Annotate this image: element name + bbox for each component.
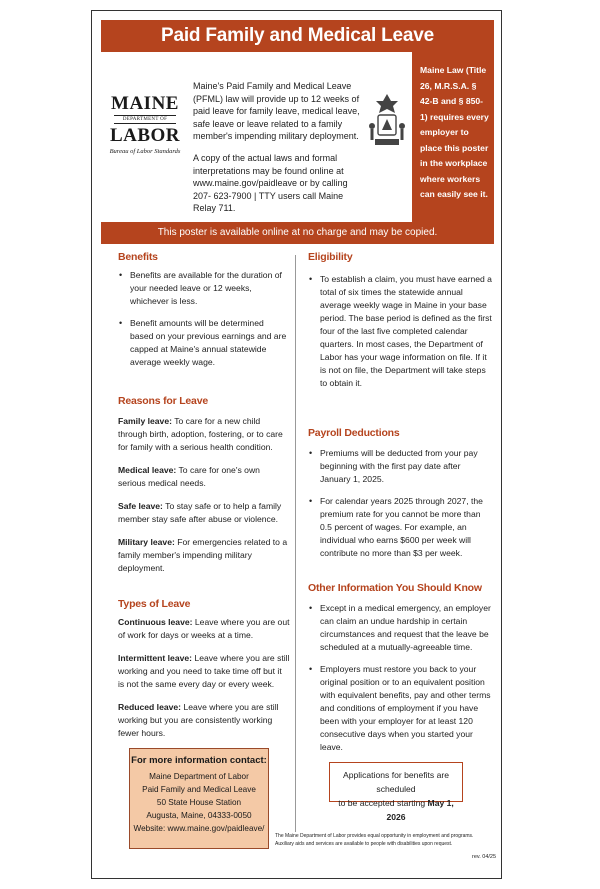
other-info-section — [308, 582, 492, 763]
benefits-section — [118, 251, 288, 378]
list-item: • Premiums will be deducted from your pay beginning with the first pay date after January 1, 2025. — [308, 447, 492, 486]
reasons-heading: Reasons for Leave — [118, 395, 208, 407]
contact-line: 50 State House Station — [156, 798, 242, 807]
intro-paragraph-1: Maine's Paid Family and Medical Leave (PFML) law will provide up to 12 weeks of paid leave for family leave, medical leave, safe leave or leave related to a family member's impending military deployment. — [193, 81, 360, 142]
poster-title: Paid Family and Medical Leave — [101, 20, 494, 52]
header-section — [101, 52, 494, 222]
contact-box — [129, 748, 269, 849]
column-divider — [295, 255, 296, 832]
reasons-section — [118, 395, 290, 585]
state-seal-icon — [367, 92, 407, 152]
logo-maine: MAINE — [111, 93, 179, 114]
benefits-heading: Benefits — [118, 251, 158, 263]
maine-law-notice: Maine Law (Title 26, M.R.S.A. § 42-B and § 850-1) requires every employer to place this poster in the workplace where workers can easily see it. — [412, 52, 494, 222]
reason-medical: Medical leave: To care for one's own serious medical needs. — [118, 465, 260, 488]
maine-labor-logo — [104, 94, 186, 155]
type-intermittent: Intermittent leave: Leave where you are still working and you need to take time off but it is not the same every day or every week. — [118, 653, 290, 689]
contact-line: Maine Department of Labor — [149, 772, 249, 781]
list-item: • To establish a claim, you must have earned a total of six times the statewide annual average weekly wage in Maine in your base period. The base period is defined as the first four of the last five completed calendar quarters. In most cases, the Department of Labor has your wage information on file. If it is not on file, the Department will take steps to obtain it. — [308, 273, 492, 390]
logo-labor: LABOR — [109, 125, 181, 146]
equal-opportunity-footnote — [275, 833, 485, 848]
schedule-line-2: to be accepted starting May 1, 2026 — [338, 798, 454, 822]
type-reduced: Reduced leave: Leave where you are still working but you are consistently working fewer hours. — [118, 702, 279, 738]
types-section — [118, 598, 290, 750]
list-item: • Employers must restore you back to your original position or to an equivalent position with equivalent benefits, pay and other terms and conditions of employment if you have been with your employer for at least 120 consecutive days when you started your leave. — [308, 663, 492, 754]
logo-department: DEPARTMENT OF — [114, 115, 176, 124]
logo-bureau: Bureau of Labor Standards — [109, 148, 181, 155]
list-item: • Benefits are available for the duration of your needed leave or 12 weeks, whichever is less. — [118, 269, 288, 308]
list-item: • Benefit amounts will be determined based on your previous earnings and are capped at Maine's annual statewide average weekly wage. — [118, 317, 288, 369]
reason-family: Family leave: To care for a new child through birth, adoption, fostering, or to care for family with a serious health condition. — [118, 416, 283, 452]
intro-paragraph-2: A copy of the actual laws and formal interpretations may be found online at www.maine.gov/paidleave or by calling 207- 623-7900 | TTY users call Maine Relay 711. — [193, 152, 348, 214]
contact-line: Augusta, Maine, 04333-0050 — [146, 811, 252, 820]
other-info-heading: Other Information You Should Know — [308, 582, 482, 594]
list-item: • For calendar years 2025 through 2027, the premium rate for you cannot be more than 0.5 percent of wages. For example, an individual who earns $600 per week will contribute no more than $3 per week. — [308, 495, 492, 560]
eligibility-section — [308, 251, 492, 399]
intro-text — [193, 80, 365, 224]
schedule-box — [329, 762, 463, 822]
reason-military: Military leave: For emergencies related to a family member's impending military deployment. — [118, 537, 288, 573]
revision-date: rev. 04/25 — [472, 854, 497, 860]
schedule-line-1: Applications for benefits are scheduled — [342, 770, 450, 794]
type-continuous: Continuous leave: Leave where you are out of work for days or weeks at a time. — [118, 617, 290, 640]
footnote-line-1: The Maine Department of Labor provides equal opportunity in employment and programs. — [275, 833, 474, 839]
footnote-line-2: Auxiliary aids and services are available to people with disabilities upon request. — [275, 840, 453, 847]
schedule-date: May 1, 2026 — [386, 798, 454, 822]
list-item: • Except in a medical emergency, an employer can claim an undue hardship in certain circumstances and request that the leave be scheduled at a mutually-agreeable time. — [308, 602, 492, 654]
eligibility-heading: Eligibility — [308, 251, 353, 263]
types-heading: Types of Leave — [118, 598, 191, 610]
reason-safe: Safe leave: To stay safe or to help a family member stay safe after abuse or violence. — [118, 501, 282, 524]
availability-bar: This poster is available online at no charge and may be copied. — [101, 222, 494, 244]
payroll-section — [308, 427, 492, 569]
contact-heading: For more information contact: — [131, 755, 267, 766]
contact-website: Website: www.maine.gov/paidleave/ — [133, 824, 265, 833]
payroll-heading: Payroll Deductions — [308, 427, 400, 439]
contact-line: Paid Family and Medical Leave — [142, 785, 256, 794]
